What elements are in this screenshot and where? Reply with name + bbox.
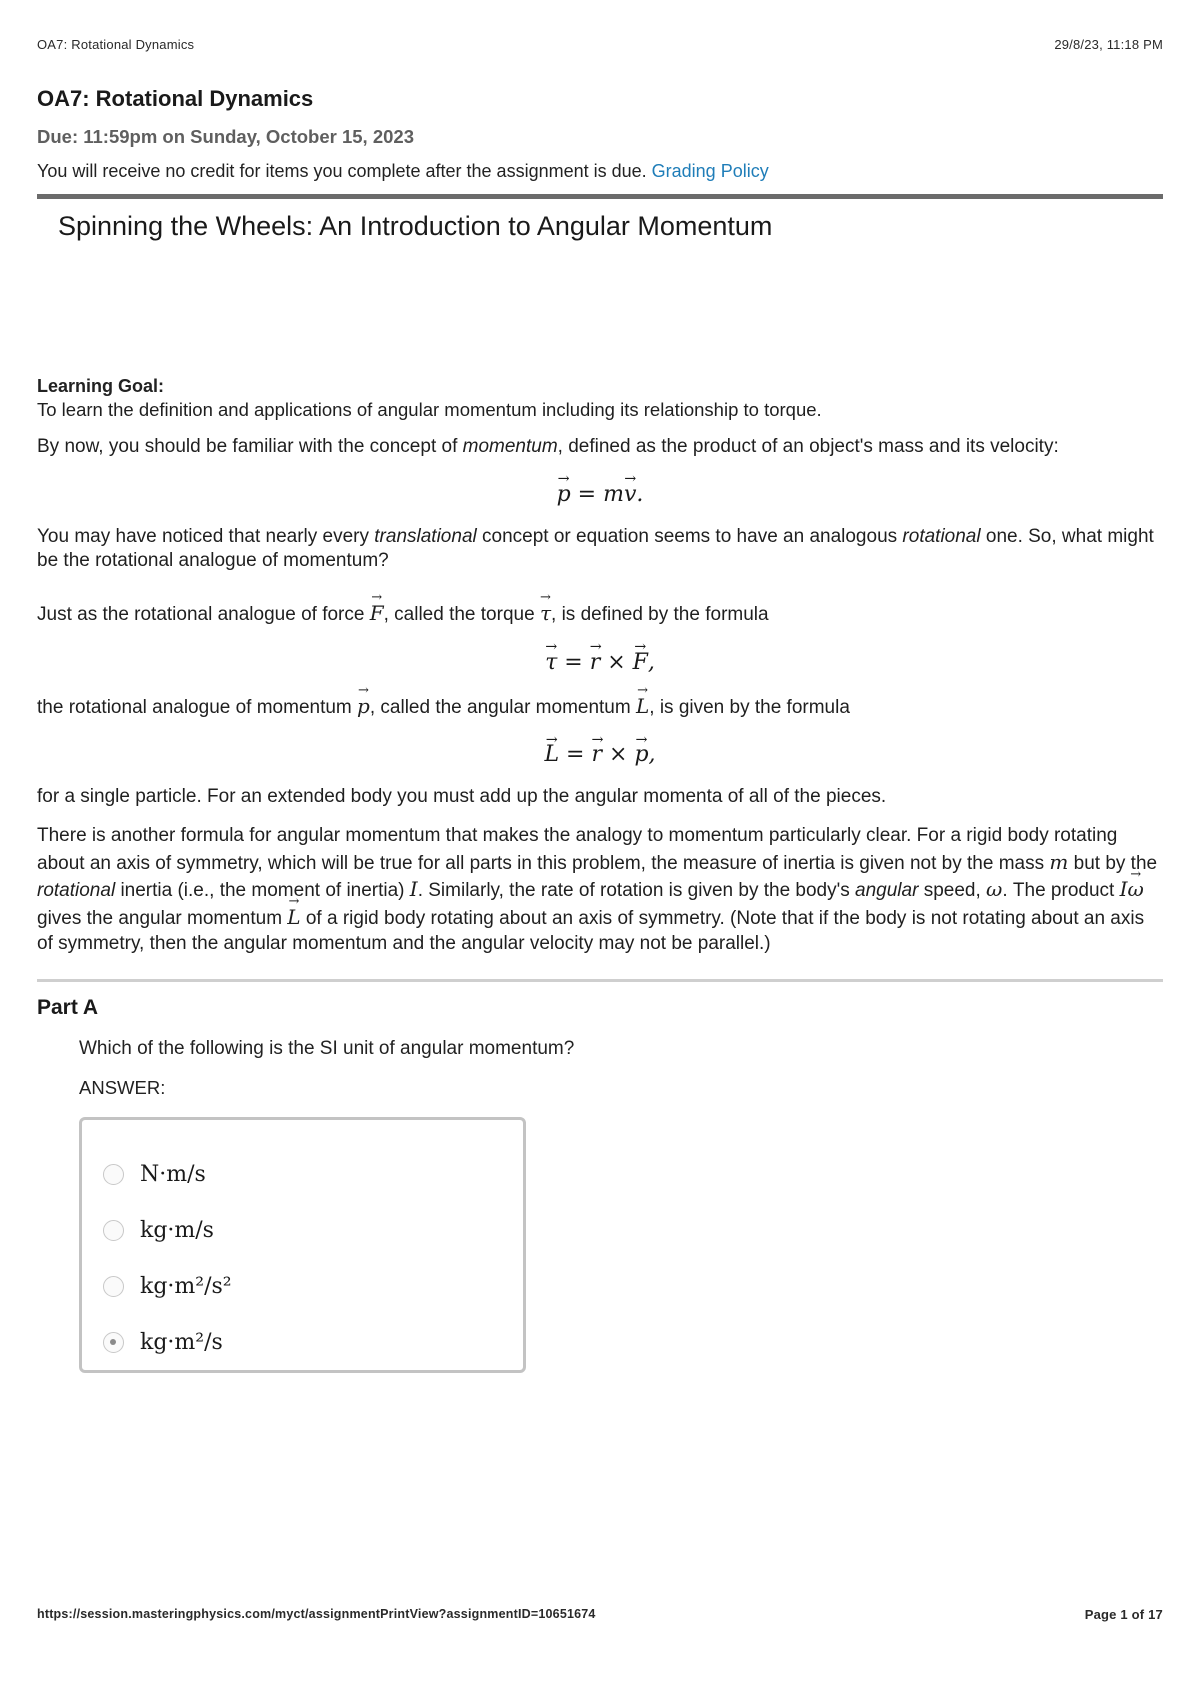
part-divider xyxy=(37,979,1163,982)
problem-title: Spinning the Wheels: An Introduction to Angular Momentum xyxy=(58,211,773,241)
paragraph-rigid-body: There is another formula for angular momentum that makes the analogy to momentum particularly clear. For a rigid body rotating about an axis of symmetry, which will be true for all parts in this problem, the measure of inertia is given not by the mass m but by the rotational inertia (i.e., the moment of inertia) I. Similarly, the rate of rotation is given by the body's angular speed, ω. The product I→ ω gives the angular momentum → L of a rigid body rotating about an axis of symmetry. (Note that if the body is not rotating about an axis of symmetry, then the angular momentum and the angular velocity may not be parallel.) xyxy=(37,824,1163,956)
paragraph-extended-body: for a single particle. For an extended body you must add up the angular momenta of all of the pieces. xyxy=(37,786,887,808)
learning-goal-label: Learning Goal: xyxy=(37,376,165,396)
radio-button-selected[interactable] xyxy=(103,1332,124,1353)
equation-momentum: → p = m→ v. xyxy=(37,482,1163,507)
answer-option-label: kg·m²/s² xyxy=(140,1274,232,1300)
answer-option-2[interactable] xyxy=(103,1203,523,1259)
due-date: Due: 11:59pm on Sunday, October 15, 2023 xyxy=(37,126,414,147)
grading-policy-link[interactable]: Grading Policy xyxy=(651,161,769,181)
running-header-title: OA7: Rotational Dynamics xyxy=(37,37,195,52)
footer-page-number: Page 1 of 17 xyxy=(1084,1607,1163,1622)
part-a-question: Which of the following is the SI unit of angular momentum? xyxy=(79,1037,575,1059)
answer-option-4[interactable] xyxy=(103,1315,523,1371)
answer-option-label: N·m/s xyxy=(140,1162,206,1188)
footer-url: https://session.masteringphysics.com/myct/assignmentPrintView?assignmentID=10651674 xyxy=(37,1607,596,1621)
radio-button[interactable] xyxy=(103,1220,124,1241)
radio-button[interactable] xyxy=(103,1276,124,1297)
answer-option-1[interactable] xyxy=(103,1147,523,1203)
late-policy-note xyxy=(37,161,1163,182)
radio-button[interactable] xyxy=(103,1164,124,1185)
assignment-title: OA7: Rotational Dynamics xyxy=(37,86,314,111)
answer-option-3[interactable] xyxy=(103,1259,523,1315)
paragraph-momentum: By now, you should be familiar with the concept of momentum, defined as the product of an object's mass and its velocity: xyxy=(37,435,1059,457)
header-divider xyxy=(37,194,1163,199)
late-policy-text: You will receive no credit for items you complete after the assignment is due. xyxy=(37,161,647,181)
equation-angular-momentum: → L = → r × → p, xyxy=(37,742,1163,767)
paragraph-analogy: You may have noticed that nearly every translational concept or equation seems to have an analogous rotational one. So, what might be the rotational analogue of momentum? xyxy=(37,525,1154,572)
learning-goal-text: To learn the definition and applications of angular momentum including its relationship to torque. xyxy=(37,398,822,420)
paragraph-angular-momentum: the rotational analogue of momentum → p, called the angular momentum → L, is given by the formula xyxy=(37,693,1163,721)
running-header-timestamp: 29/8/23, 11:18 PM xyxy=(1054,37,1163,52)
assignment-content xyxy=(37,86,1163,1373)
equation-torque: → τ = → r × → F, xyxy=(37,650,1163,675)
learning-goal xyxy=(37,375,1163,421)
answer-label: ANSWER: xyxy=(79,1076,166,1098)
part-a-title: Part A xyxy=(37,995,99,1019)
answer-option-label: kg·m/s xyxy=(140,1218,214,1244)
answer-choices xyxy=(79,1117,526,1373)
paragraph-torque: Just as the rotational analogue of force → F, called the torque → τ, is defined by the formula xyxy=(37,600,1163,628)
answer-option-label: kg·m²/s xyxy=(140,1330,223,1356)
